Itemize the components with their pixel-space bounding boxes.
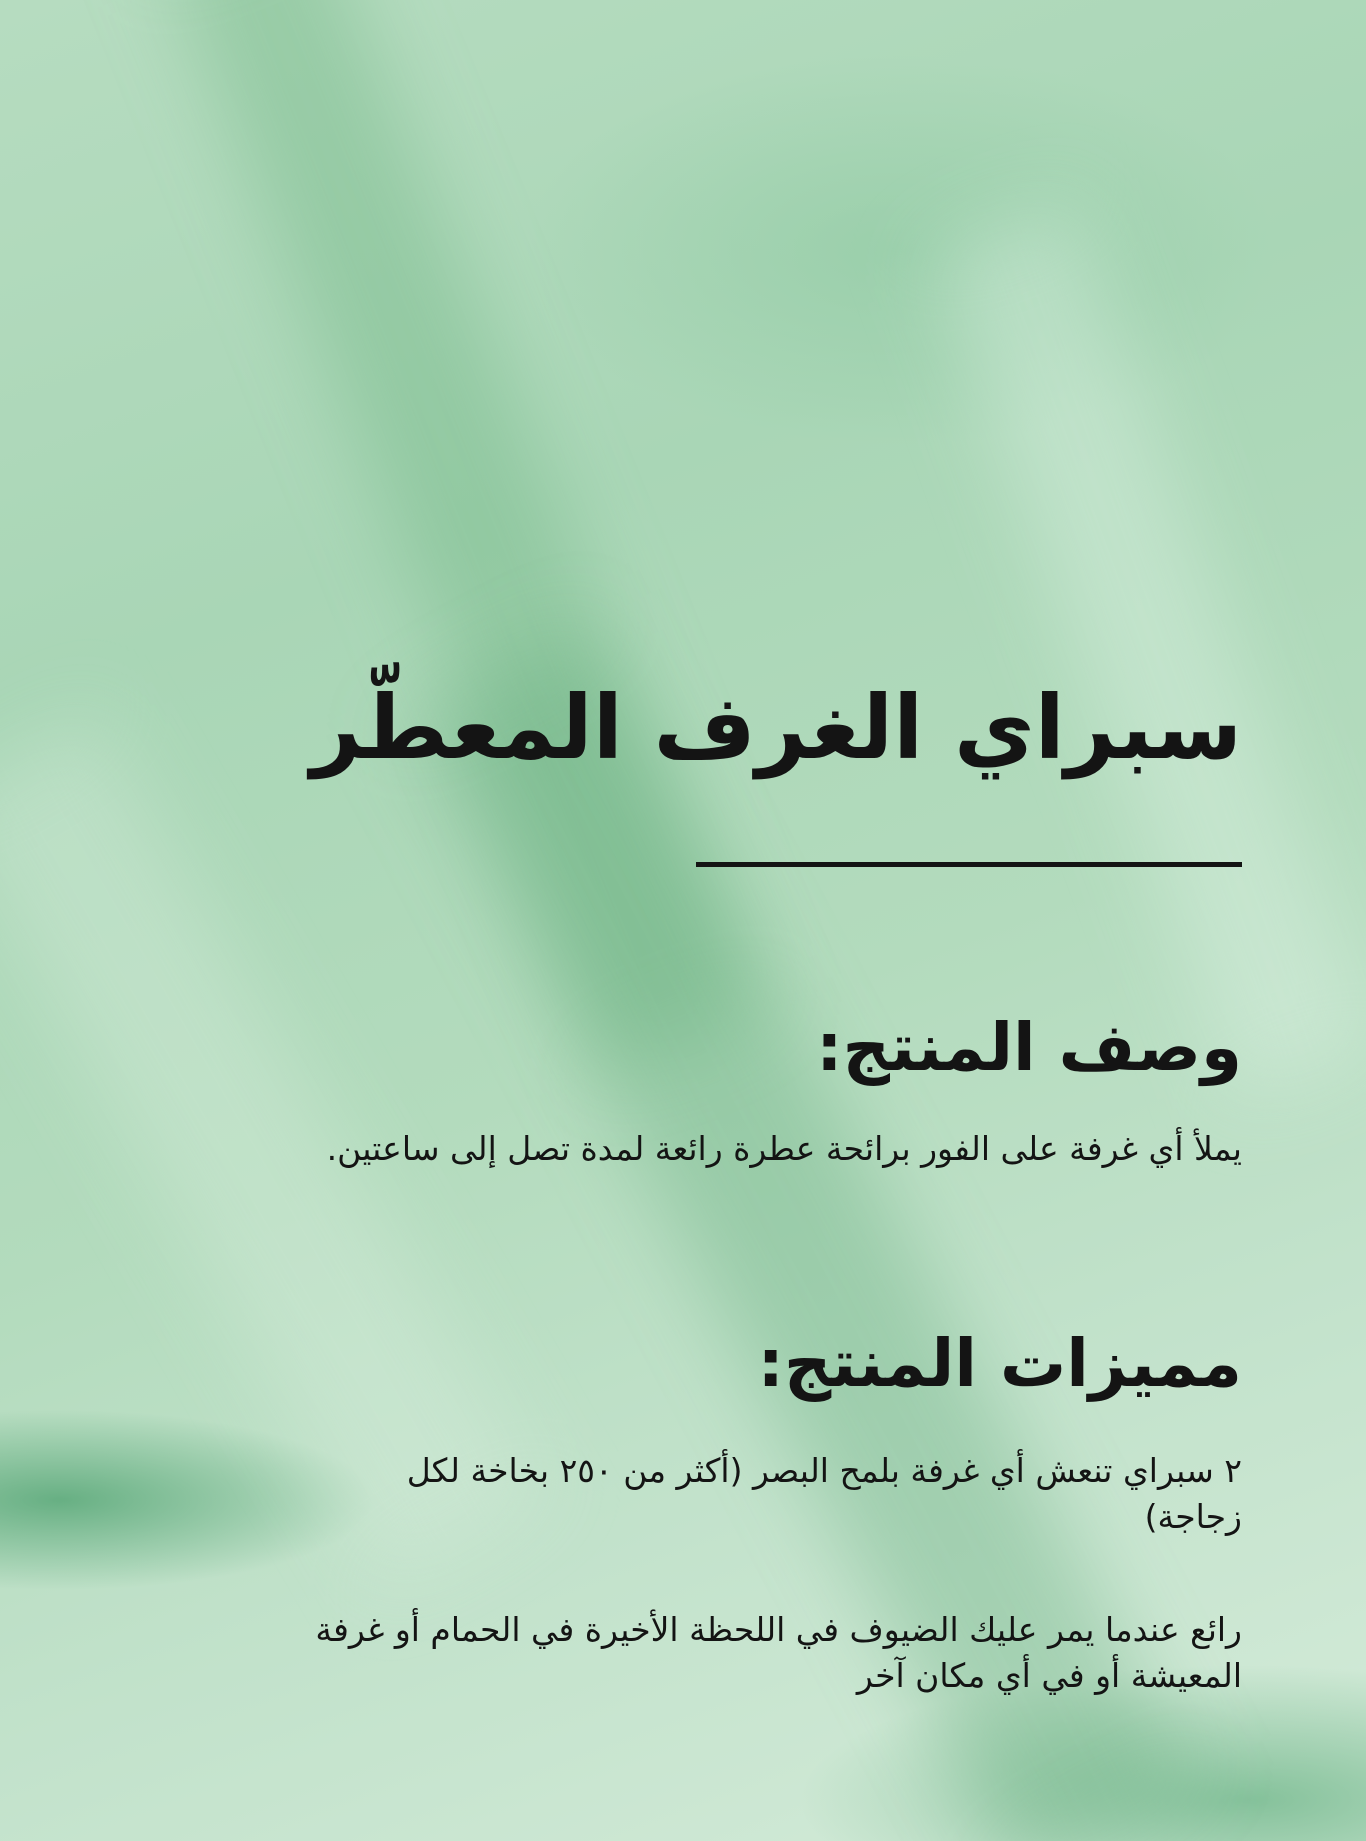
feature-item: ٢ سبراي تنعش أي غرفة بلمح البصر (أكثر من ٢٥٠ بخاخة لكل زجاجة) xyxy=(406,1451,1242,1536)
page-title: سبراي الغرف المعطّر xyxy=(310,676,1242,779)
background-fold xyxy=(931,201,1366,1098)
background-fold xyxy=(161,0,759,1066)
description-text: يملأ أي غرفة على الفور برائحة عطرة رائعة لمدة تصل إلى ساعتين. xyxy=(326,1129,1242,1168)
features-heading: مميزات المنتج: xyxy=(757,1325,1242,1402)
feature-item: رائع عندما يمر عليك الضيوف في اللحظة الأخيرة في الحمام أو غرفة المعيشة أو في أي مكان آخر xyxy=(315,1610,1242,1695)
title-divider xyxy=(696,862,1242,867)
description-heading: وصف المنتج: xyxy=(816,1009,1242,1086)
